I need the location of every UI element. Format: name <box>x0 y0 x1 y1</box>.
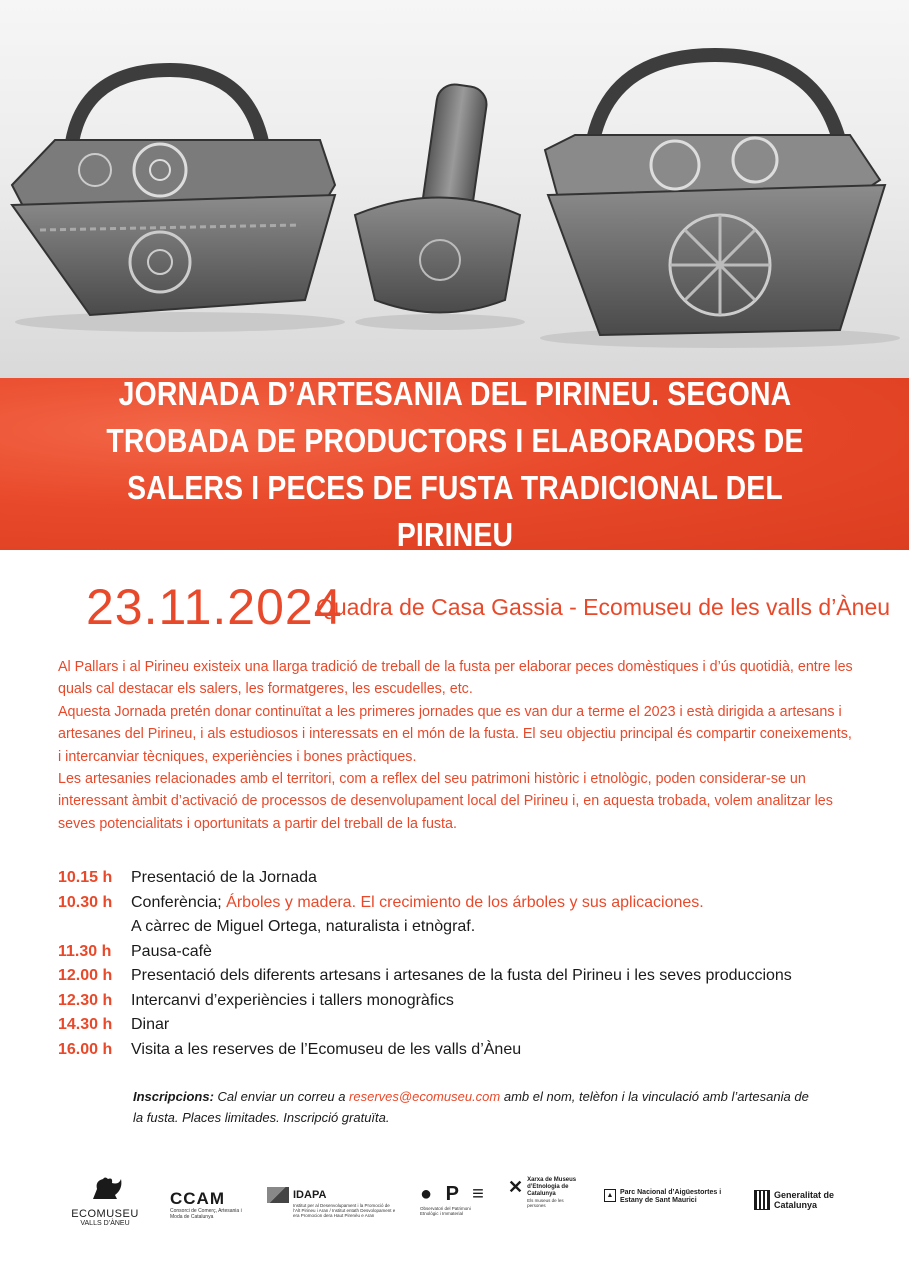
shield-icon: ▲ <box>604 1189 616 1202</box>
event-date: 23.11.2024 <box>86 579 343 635</box>
xarxa-sub: Els museus de les persones <box>527 1198 564 1208</box>
program-time: 12.30 h <box>58 991 113 1009</box>
parc-name: Parc Nacional d’Aigüestortes i Estany de Sant Maurici <box>620 1189 722 1204</box>
program-item <box>58 1038 878 1063</box>
program-list <box>58 866 878 1062</box>
intro-text <box>58 656 858 835</box>
email-link[interactable]: reserves@ecomuseu.com <box>349 1089 501 1104</box>
idapa-sub: Institut per al Desenvolupament i la Promoció de l’Alt Pirineu i Aran / Institut entath Desvolopament e era Promocion dera Haut Pirenèu e Aran <box>293 1203 396 1218</box>
opei-logo <box>420 1183 490 1216</box>
activity-text: Conferència; <box>131 893 227 911</box>
idapa-icon <box>267 1187 289 1203</box>
program-item <box>58 964 878 989</box>
activity-text: A càrrec de Miguel Ortega, naturalista i etnògraf. <box>131 918 476 935</box>
senyera-icon <box>754 1190 770 1210</box>
conference-title: Árboles y madera. El crecimiento de los árboles y sus aplicaciones. <box>226 893 704 911</box>
program-activity <box>131 940 212 965</box>
program-time: 16.00 h <box>58 1040 113 1058</box>
inscriptions-text: amb el nom, telèfon i la vinculació amb l’artesania de la fusta. Places limitades. Inscripció gratuïta. <box>133 1089 809 1125</box>
program-activity <box>131 866 317 891</box>
program-time: 10.30 h <box>58 893 113 911</box>
program-activity <box>131 1013 169 1038</box>
sponsor-logos <box>60 1175 860 1235</box>
generalitat-name: Generalitat de Catalunya <box>774 1190 835 1210</box>
ccam-name: CCAM <box>170 1189 225 1208</box>
rooster-icon <box>85 1175 125 1201</box>
generalitat-logo <box>754 1190 854 1210</box>
right-salt-box <box>545 55 885 335</box>
program-item <box>58 989 878 1014</box>
xarxa-name: Xarxa de Museus d’Etnologia de Catalunya <box>527 1177 577 1197</box>
activity-text: Pausa-cafè <box>131 942 212 960</box>
program-item <box>58 1013 878 1038</box>
title-banner <box>0 375 909 553</box>
mortar <box>355 82 520 312</box>
program-activity <box>131 989 454 1014</box>
program-time <box>58 915 131 940</box>
ecomuseu-name: ECOMUSEU <box>71 1208 139 1220</box>
program-time: 12.00 h <box>58 967 113 984</box>
event-title: JORNADA D’ARTESANIA DEL PIRINEU. SEGONA TROBADA DE PRODUCTORS I ELABORADORS DE SALERS I PECES DE FUSTA TRADICIONAL DEL PIRINEU <box>105 375 804 553</box>
opei-name: ● P ≡ <box>420 1183 488 1205</box>
intro-paragraph: Al Pallars i al Pirineu existeix una llarga tradició de treball de la fusta per elaborar peces domèstiques i d’ús quotidià, entre les quals cal destacar els salers, les formatgeres, les escudelles, etc. <box>58 659 853 698</box>
program-activity <box>131 915 475 940</box>
program-time: 10.15 h <box>58 869 113 886</box>
ecomuseu-sub: VALLS D’ÀNEU <box>80 1220 130 1227</box>
xarxa-icon: ✕ <box>508 1177 524 1197</box>
intro-paragraph: Les artesanies relacionades amb el territori, com a reflex del seu patrimoni històric i etnològic, poden considerar-se un interessant àmbit d’activació de processos de desenvolupament local del Pirineu i, en aquesta trobada, volem analitzar les seves potencialitats i oportunitats a partir del treball de la fusta. <box>58 771 833 832</box>
program-activity <box>131 891 704 916</box>
intro-paragraph: Aquesta Jornada pretén donar continuïtat a les primeres jornades que es van dur a terme el 2023 i està dirigida a artesans i artesanes del Pirineu, i als estudiosos i interessats en el món de la fusta. El seu objectiu principal és compartir coneixements, i intercanviar tècniques, experiències i bones pràctiques. <box>58 703 852 765</box>
program-activity <box>131 964 792 989</box>
program-item <box>58 866 878 891</box>
ecomuseu-logo <box>60 1175 150 1227</box>
hero-photo <box>0 0 909 378</box>
parc-logo <box>604 1189 734 1205</box>
activity-text: Presentació de la Jornada <box>131 869 317 886</box>
program-item <box>58 940 878 965</box>
ccam-sub: Consorci de Comerç, Artesania i Moda de Catalunya <box>170 1208 242 1220</box>
program-time: 14.30 h <box>58 1016 113 1033</box>
activity-text: Visita a les reserves de l’Ecomuseu de les valls d’Àneu <box>131 1040 522 1058</box>
inscriptions-label: Inscripcions: <box>133 1089 214 1104</box>
inscriptions-text: Cal enviar un correu a <box>213 1089 350 1104</box>
left-salt-box <box>12 70 335 315</box>
program-item <box>58 915 878 940</box>
program-activity <box>131 1038 521 1063</box>
activity-text: Dinar <box>131 1016 170 1033</box>
program-item <box>58 891 878 916</box>
program-time: 11.30 h <box>58 942 112 960</box>
activity-text: Intercanvi d’experiències i tallers monogràfics <box>131 991 454 1009</box>
idapa-logo <box>267 1187 397 1218</box>
xarxa-logo <box>508 1177 588 1208</box>
ccam-logo <box>170 1189 242 1220</box>
activity-text: Presentació dels diferents artesans i artesanes de la fusta del Pirineu i les seves produccions <box>131 967 792 984</box>
event-venue: Quadra de Casa Gassia - Ecomuseu de les valls d’Àneu <box>316 594 891 620</box>
idapa-name: IDAPA <box>293 1189 327 1201</box>
opei-sub: Observatori del Patrimoni Etnològic i Immaterial <box>420 1206 471 1216</box>
inscriptions-note <box>133 1086 813 1128</box>
